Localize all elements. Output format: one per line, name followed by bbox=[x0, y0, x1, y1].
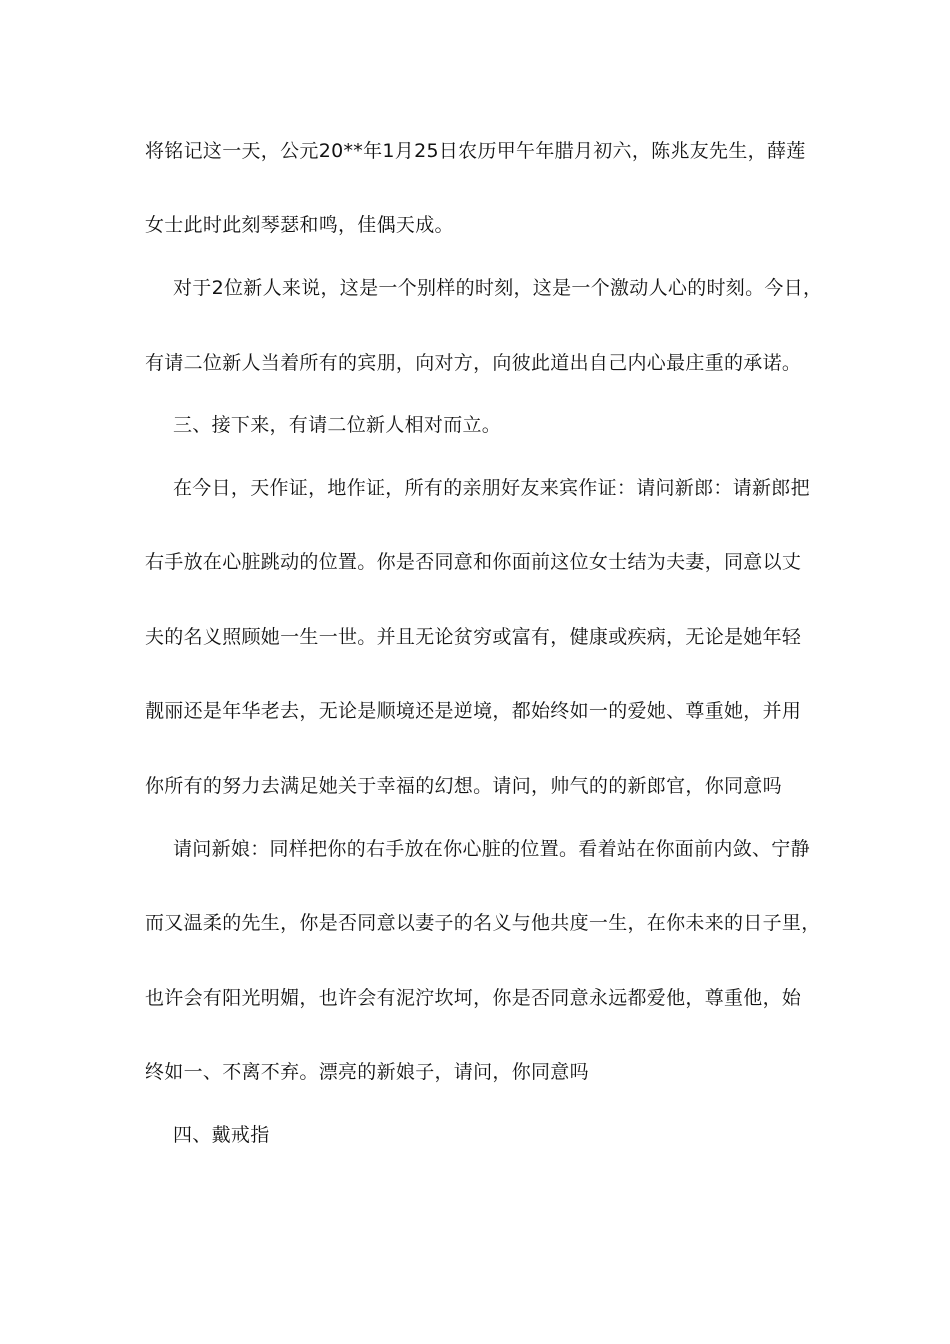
text-line-9: 靓丽还是年华老去，无论是顺境还是逆境，都始终如一的爱她、尊重她，并用 bbox=[145, 700, 802, 722]
text-line-8: 夫的名义照顾她一生一世。并且无论贫穷或富有，健康或疾病，无论是她年轻 bbox=[145, 626, 802, 648]
text-line-4: 有请二位新人当着所有的宾朋，向对方，向彼此道出自己内心最庄重的承诺。 bbox=[145, 352, 802, 374]
text-line-1: 将铭记这一天，公元20**年1月25日农历甲午年腊月初六，陈兆友先生，薛莲 bbox=[145, 140, 806, 162]
text-line-7: 右手放在心脏跳动的位置。你是否同意和你面前这位女士结为夫妻，同意以丈 bbox=[145, 551, 802, 573]
text-line-2: 女士此时此刻琴瑟和鸣，佳偶天成。 bbox=[145, 214, 454, 236]
section-heading-4: 四、戴戒指 bbox=[173, 1124, 270, 1146]
text-line-11: 请问新娘：同样把你的右手放在你心脏的位置。看着站在你面前内敛、宁静 bbox=[173, 838, 810, 860]
text-line-13: 也许会有阳光明媚，也许会有泥泞坎坷，你是否同意永远都爱他，尊重他，始 bbox=[145, 987, 802, 1009]
text-line-14: 终如一、不离不弃。漂亮的新娘子，请问，你同意吗 bbox=[145, 1061, 589, 1083]
text-line-12: 而又温柔的先生，你是否同意以妻子的名义与他共度一生，在你未来的日子里， bbox=[145, 912, 821, 934]
text-line-6: 在今日，天作证，地作证，所有的亲朋好友来宾作证：请问新郎：请新郎把 bbox=[173, 477, 810, 499]
text-line-10: 你所有的努力去满足她关于幸福的幻想。请问，帅气的的新郎官，你同意吗 bbox=[145, 775, 782, 797]
text-line-3: 对于2位新人来说，这是一个别样的时刻，这是一个激动人心的时刻。今日， bbox=[173, 277, 823, 299]
section-heading-3: 三、接下来，有请二位新人相对而立。 bbox=[173, 414, 502, 436]
